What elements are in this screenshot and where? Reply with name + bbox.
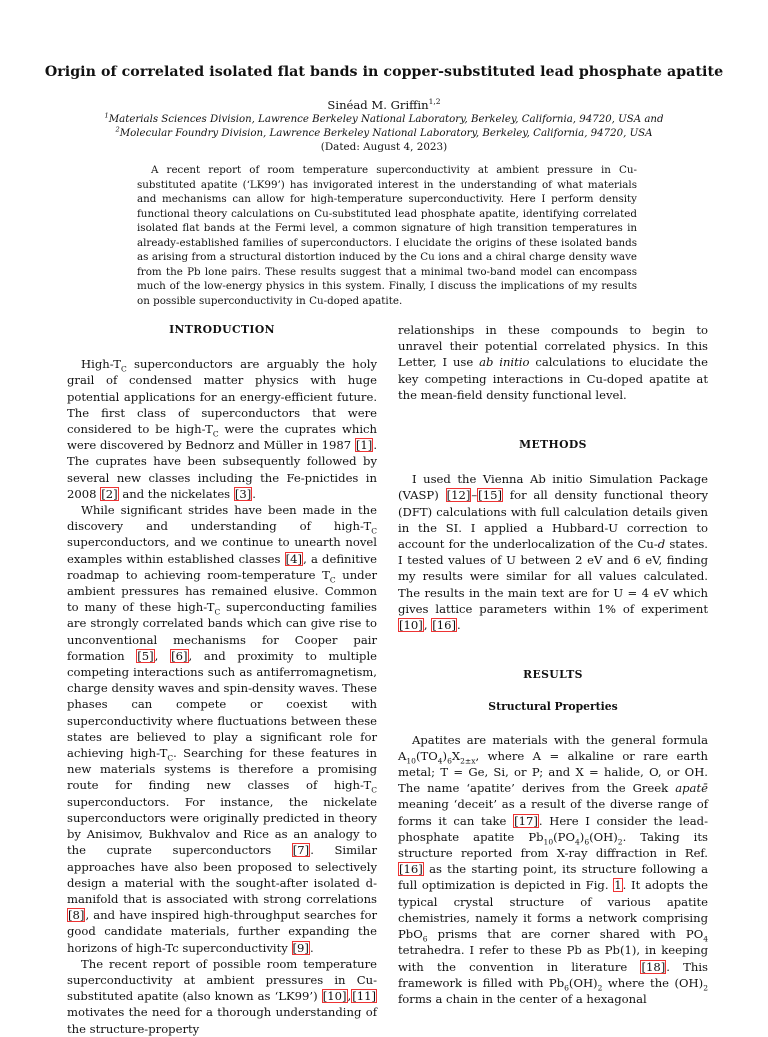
section-heading-introduction: INTRODUCTION (169, 323, 275, 336)
abstract: A recent report of room temperature superconductivity at ambient pressure in Cu-substituted apatite (‘LK99’) has invigorated interest in the understanding of what materials and mechanisms can allow for high-temperature superconductivity. Here I perform density functional theory calculations on Cu-substituted lead phosphate apatite, identifying correlated isolated flat bands at the Fermi level, a common signature of high transition temperatures in already-established families of superconductors. I elucidate the origins of these isolated bands as arising from a structural distortion induced by the Cu ions and a chiral charge density wave from the Pb lone pairs. These results suggest that a minimal two-band model can encompass much of the low-energy physics in this system. Finally, I discuss the implications of my results on possible superconductivity in Cu-doped apatite. (137, 164, 637, 307)
citation-link[interactable]: [4] (285, 551, 303, 566)
right-column (398, 322, 708, 1007)
section-heading-methods: METHODS (519, 438, 587, 452)
affiliation-text: Materials Sciences Division, Lawrence Berkeley National Laboratory, Berkeley, California, 94720, USA and (108, 114, 664, 125)
citation-link[interactable]: [10] (399, 618, 423, 633)
affiliation-2 (40, 125, 728, 139)
section-heading-results: RESULTS (523, 668, 583, 682)
left-column (67, 322, 377, 1037)
author-name: Sinéad M. Griffin (327, 98, 429, 112)
citation-link[interactable]: [16] (399, 862, 423, 877)
citation-link[interactable]: [1] (355, 438, 373, 453)
citation-link[interactable]: [8] (68, 908, 85, 923)
intro-paragraph-2: While significant strides have been made in the discovery and understanding of high-$T_C$ superconductors, and we continue to unearth novel examples within established classes [4], a definitive roadmap to achieving room-temperature $T_C$ under ambient pressures has remained elusive. Common to many of these high-$T_C$ superconducting families are strongly correlated bands which can give rise to unconventional mechanisms for Cooper pair formation [5], [6], and proximity to multiple competing interactions such as antiferromagnetism, charge density waves and spin-density waves. These phases can compete or coexist with superconductivity where fluctuations between these states are believed to play a significant role for achieving high-$T_C$. Searching for these features in new materials systems is therefore a promising route for finding new classes of high-$T_C$ superconductors. For instance, the nickelate superconductors were originally predicted in theory by Anisimov, Bukhvalov and Rice as an analogy to the cuprate superconductors [7]. Similar approaches have also been proposed to selectively design a material with the sought-after isolated d-manifold that is associated with strong correlations [8], and have inspired high-throughput searches for good candidate materials, further expanding the horizons of high-Tc superconductivity [9]. (67, 503, 378, 955)
methods-paragraph: I used the Vienna Ab initio Simulation Package (VASP) [12]–[15] for all density functional theory (DFT) calculations with full calculation details given in the SI. I applied a Hubbard-U correction to account for the underlocalization of the Cu-d states. I tested values of U between 2 eV and 6 eV, finding my results were similar for all values calculated. The results in the main text are for U = 4 eV which gives lattice parameters within 1% of experiment [10], [16]. (398, 472, 708, 633)
intro-continuation: relationships in these compounds to begin to unravel their potential correlated physics. In this Letter, I use ab initio calculations to elucidate the key competing interactions in Cu-doped apatite at the mean-field density functional level. (398, 323, 709, 402)
citation-link[interactable]: [15] (478, 488, 502, 503)
author-line (40, 98, 728, 112)
subsection-heading-structural: Structural Properties (488, 700, 618, 714)
citation-link[interactable]: [5] (137, 648, 154, 663)
affiliation-sup: 1 (104, 111, 109, 120)
intro-paragraph-3: The recent report of possible room temperature superconductivity at ambient pressures in Cu-substituted apatite (also known as ‘LK99’) [10],[11] motivates the need for a thorough understanding of the structure-property (67, 956, 377, 1036)
figure-link[interactable]: 1 (614, 878, 622, 893)
paper-title: Origin of correlated isolated flat bands in copper-substituted lead phosphate apatite (44, 64, 724, 80)
citation-link[interactable]: [6] (171, 648, 188, 663)
citation-link[interactable]: [7] (292, 843, 310, 858)
citation-link[interactable]: [3] (234, 486, 252, 501)
structural-paragraph: Apatites are materials with the general formula $A_{10}(TO_4)_6X_{2\pm x}$, where A = alkaline or rare earth metal; T = Ge, Si, or P; and X = halide, O, or OH. The name ‘apatite’ derives from the Greek apatē meaning ‘deceit’ as a result of the diverse range of forms it can take [17]. Here I consider the lead-phosphate apatite $Pb_{10}(PO_4)_6(OH)_2$. Taking its structure reported from X-ray diffraction in Ref. [16] as the starting point, its structure following a full optimization is depicted in Fig. 1. It adopts the typical crystal structure of various apatite chemistries, namely it forms a network comprising PbO$_6$ prisms that are corner shared with $PO_4$ tetrahedra. I refer to these Pb as Pb(1), in keeping with the convention in literature [18]. This framework is filled with $Pb_6(OH)_2$ where the $(OH)_2$ forms a chain in the center of a hexagonal (398, 732, 708, 1006)
affiliation-1 (40, 111, 728, 125)
citation-link[interactable]: [11] (352, 989, 376, 1004)
citation-link[interactable]: [2] (101, 486, 118, 501)
citation-link[interactable]: [17] (514, 813, 538, 828)
citation-link[interactable]: [12] (446, 488, 471, 503)
author-affil-sup: 1,2 (428, 97, 441, 107)
intro-paragraph-1: High-$T_C$ superconductors are arguably the holy grail of condensed matter physics with huge potential applications for an energy-efficient future. The first class of superconductors that were considered to be high-$T_C$ were the cuprates which were discovered by Bednorz and Müller in 1987 [1]. The cuprates have been subsequently followed by several new classes including the Fe-pnictides in 2008 [2] and the nickelates [3]. (67, 357, 377, 501)
citation-link[interactable]: [18] (641, 959, 666, 974)
citation-link[interactable]: [16] (432, 618, 456, 633)
affiliation-sup: 2 (115, 125, 120, 134)
affiliation-text: Molecular Foundry Division, Lawrence Berkeley National Laboratory, Berkeley, California, 94720, USA (119, 128, 653, 139)
dated-line: (Dated: August 4, 2023) (320, 141, 448, 153)
citation-link[interactable]: [9] (292, 940, 309, 955)
citation-link[interactable]: [10] (322, 989, 347, 1004)
